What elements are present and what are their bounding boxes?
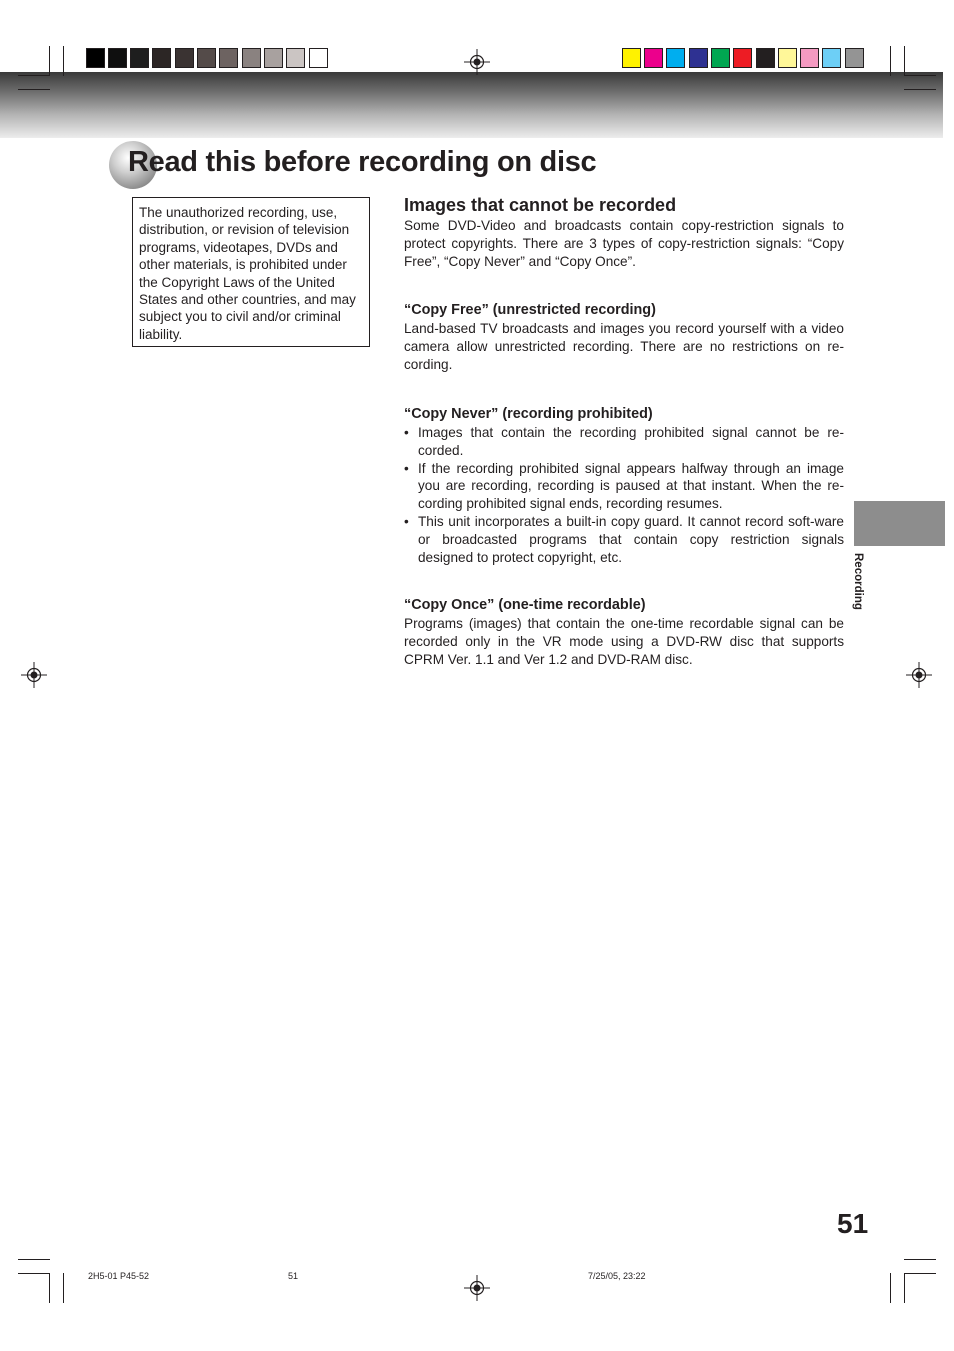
- color-swatch: [711, 48, 730, 68]
- gray-swatch: [130, 48, 149, 68]
- gray-swatch: [108, 48, 127, 68]
- gray-swatch: [264, 48, 283, 68]
- copy-never-list: [404, 424, 844, 566]
- list-item: • If the recording prohibited signal appears halfway through an image you are recording, recording is paused at that instant. When the re-cording prohibited signal ends, recording resumes.: [404, 460, 844, 513]
- color-swatch: [666, 48, 685, 68]
- gray-swatch: [242, 48, 261, 68]
- registration-mark-icon: [464, 1275, 490, 1301]
- color-swatch: [778, 48, 797, 68]
- color-swatch: [845, 48, 864, 68]
- page-title: Read this before recording on disc: [128, 146, 597, 178]
- gray-swatch: [175, 48, 194, 68]
- copy-free-text: Land-based TV broadcasts and images you record yourself with a video camera allow unrestricted recording. There are no restrictions on re-cording.: [404, 321, 844, 372]
- footer-page: 51: [288, 1271, 299, 1281]
- registration-mark-icon: [464, 49, 490, 75]
- copy-never-heading: “Copy Never” (recording prohibited): [404, 406, 653, 422]
- copy-once-heading: “Copy Once” (one-time recordable): [404, 597, 646, 613]
- footer-date: 7/25/05, 23:22: [588, 1271, 646, 1281]
- footer-file: 2H5-01 P45-52: [88, 1271, 150, 1281]
- list-item: • Images that contain the recording prohibited signal cannot be re-corded.: [404, 424, 844, 460]
- copyright-notice-text: The unauthorized recording, use, distribution, or revision of television programs, videotapes, DVDs and other materials, is prohibited under the Copyright Laws of the United States and other countries, and may subject you to civil and/or criminal liability.: [139, 205, 356, 342]
- gray-swatch: [286, 48, 305, 68]
- color-swatch: [733, 48, 752, 68]
- gray-swatch: [86, 48, 105, 68]
- gray-swatch: [309, 48, 328, 68]
- side-tab-label: Recording: [852, 553, 864, 610]
- page-number: 51: [837, 1208, 869, 1239]
- color-swatch: [800, 48, 819, 68]
- registration-mark-icon: [906, 662, 932, 688]
- color-swatch: [756, 48, 775, 68]
- header-band: [0, 72, 943, 138]
- gray-swatch: [219, 48, 238, 68]
- side-tab: [854, 501, 945, 546]
- gray-swatch: [152, 48, 171, 68]
- gray-swatch: [197, 48, 216, 68]
- copy-once-text: Programs (images) that contain the one-time recordable signal can be recorded only in the VR mode using a DVD-RW disc that supports CPRM Ver. 1.1 and Ver 1.2 and DVD-RAM disc.: [404, 616, 844, 667]
- registration-mark-icon: [21, 662, 47, 688]
- section-heading: Images that cannot be recorded: [404, 195, 677, 215]
- color-swatch: [622, 48, 641, 68]
- color-swatch: [644, 48, 663, 68]
- copyright-notice-box: [132, 197, 370, 347]
- copy-free-heading: “Copy Free” (unrestricted recording): [404, 302, 656, 318]
- color-swatch: [822, 48, 841, 68]
- list-item: • This unit incorporates a built-in copy guard. It cannot record soft-ware or broadcasted programs that contain copy restriction signals designed to protect copyright, etc.: [404, 513, 844, 566]
- color-swatch: [689, 48, 708, 68]
- section-intro: Some DVD-Video and broadcasts contain copy-restriction signals to protect copyrights. There are 3 types of copy-restriction signals: “Copy Free”, “Copy Never” and “Copy Once”.: [404, 218, 844, 269]
